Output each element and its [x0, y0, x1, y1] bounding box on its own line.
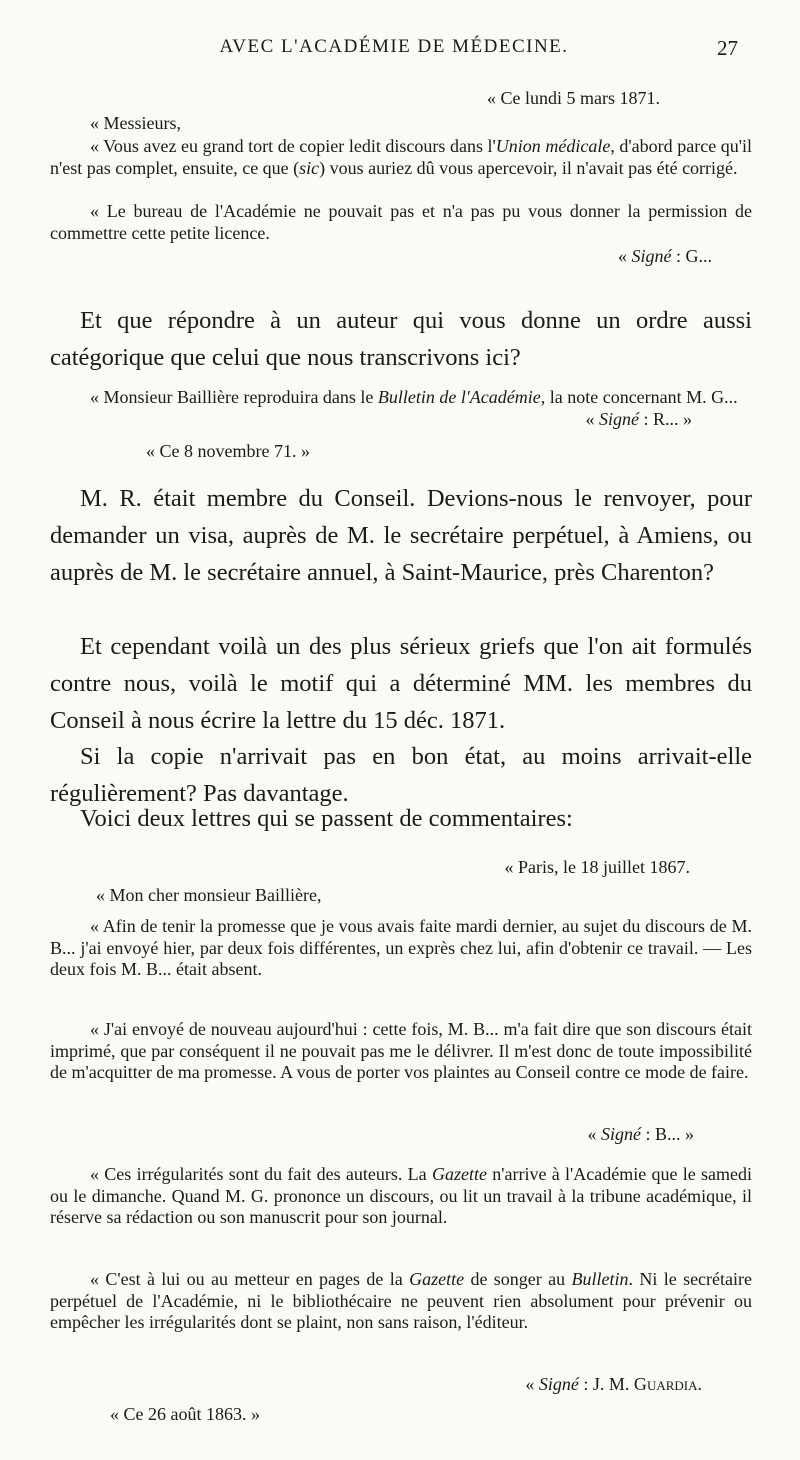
- letter2-date: « Paris, le 18 juillet 1867.: [504, 857, 690, 877]
- letter2-salutation: « Mon cher monsieur Baillière,: [96, 885, 322, 905]
- letter3-date: « Ce 26 août 1863. »: [110, 1404, 260, 1424]
- note-signature: « Signé : R... »: [585, 409, 692, 429]
- paragraph-griefs: Et cependant voilà un des plus sérieux griefs que l'on ait formulés contre nous, voilà le motif qui a déterminé MM. les membres du Conseil à nous écrire la lettre du 15 déc. 1871.: [50, 633, 752, 734]
- paragraph-deux-lettres: Voici deux lettres qui se passent de commentaires:: [80, 805, 573, 832]
- paragraph-conseil: M. R. était membre du Conseil. Devions-nous le renvoyer, pour demander un visa, auprès de M. le secrétaire perpétuel, à Amiens, ou auprès de M. le secrétaire annuel, à Saint-Maurice, près Charenton?: [50, 485, 752, 586]
- letter1-date: « Ce lundi 5 mars 1871.: [487, 88, 660, 108]
- letter2-paragraph-1: « Afin de tenir la promesse que je vous avais faite mardi dernier, au sujet du discours de M. B... j'ai envoyé hier, par deux fois différentes, un exprès chez lui, afin d'obtenir ce travail. — Les deux fois M. B... était absent.: [50, 916, 752, 979]
- page-number: 27: [717, 36, 738, 60]
- paragraph-reply: Et que répondre à un auteur qui vous donne un ordre aussi catégorique que celui que nous transcrivons ici?: [50, 307, 752, 371]
- letter2-signature: « Signé : B... »: [587, 1124, 694, 1144]
- paragraph-copie: Si la copie n'arrivait pas en bon état, au moins arrivait-elle régulièrement? Pas davantage.: [50, 743, 752, 807]
- letter1-paragraph-1: « Vous avez eu grand tort de copier ledit discours dans l'Union médicale, d'abord parce qu'il n'est pas complet, ensuite, ce que (sic) vous auriez dû vous apercevoir, il n'avait pas été corrigé.: [50, 136, 752, 178]
- running-title: AVEC L'ACADÉMIE DE MÉDECINE.: [219, 36, 569, 57]
- letter3-paragraph-2: « C'est à lui ou au metteur en pages de la Gazette de songer au Bulletin. Ni le secrétaire perpétuel de l'Académie, ni le bibliothécaire ne peuvent rien absolument pour prévenir ou empêcher les irrégularités dont se plaint, non sans raison, l'éditeur.: [50, 1269, 753, 1332]
- letter1-salutation: « Messieurs,: [90, 113, 181, 133]
- letter1-paragraph-2: « Le bureau de l'Académie ne pouvait pas et n'a pas pu vous donner la permission de commettre cette petite licence.: [50, 201, 752, 243]
- letter2-paragraph-2: « J'ai envoyé de nouveau aujourd'hui : cette fois, M. B... m'a fait dire que son discours était imprimé, que par conséquent il ne pouvait pas me le délivrer. Il m'est donc de toute impossibilité de m'acquitter de ma promesse. A vous de porter vos plaintes au Conseil contre ce mode de faire.: [50, 1019, 752, 1082]
- note-text: « Monsieur Baillière reproduira dans le Bulletin de l'Académie, la note concernant M. G...: [90, 387, 738, 407]
- letter1-signature: « Signé : G...: [617, 246, 712, 266]
- letter3-signature: « Signé : J. M. Guardia.: [525, 1374, 702, 1394]
- letter3-paragraph-1: « Ces irrégularités sont du fait des auteurs. La Gazette n'arrive à l'Académie que le samedi ou le dimanche. Quand M. G. prononce un discours, ou lit un travail à la tribune académique, il réserve sa rédaction ou son manuscrit pour son journal.: [50, 1164, 752, 1227]
- running-head: [50, 36, 738, 66]
- note-date: « Ce 8 novembre 71. »: [146, 441, 310, 461]
